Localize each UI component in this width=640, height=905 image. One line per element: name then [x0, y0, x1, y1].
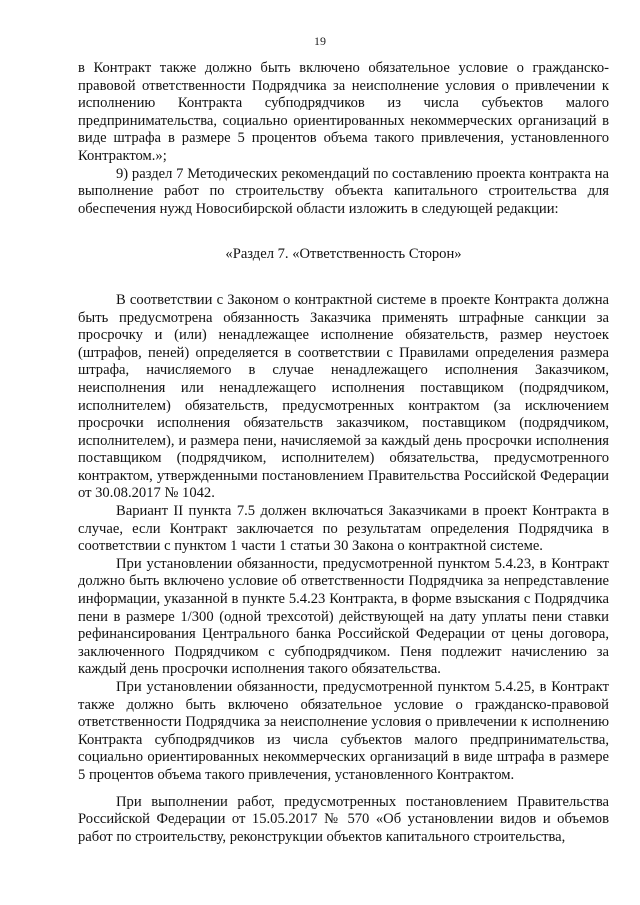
paragraph-contract-liability-continued: в Контракт также должно быть включено обязательное условие о гражданско-правовой ответственности Подрядчика за неисполнение условия о привлечении к исполнению Контракта субподрядчиков из числа субъектов малого предпринимательства, социально ориентированных некоммерческих организаций в виде штрафа в размере 5 процентов объема такого привлечения, установленного Контрактом.»; — [78, 60, 609, 164]
paragraph-clause-5-4-25: При установлении обязанности, предусмотренной пунктом 5.4.25, в Контракт также должно быть включено обязательное условие о гражданско-правовой ответственности Подрядчика за неисполнение условия о привлечении к исполнению Контракта субподрядчиков из числа субъектов малого предпринимательства, социально ориентированных некоммерческих организаций в виде штрафа в размере 5 процентов объема такого привлечения, установленного Контрактом. — [78, 679, 609, 783]
paragraph-penalty-obligation: В соответствии с Законом о контрактной системе в проекте Контракта должна быть предусмотрена обязанность Заказчика применять штрафные санкции за просрочку и (или) ненадлежащее исполнение обязательств, размер неустоек (штрафов, пеней) определяется в соответствии с Правилами определения размера штрафа, начисляемого в случае ненадлежащего исполнения Заказчиком, неисполнения или ненадлежащего исполнения поставщиком (подрядчиком, исполнителем) обязательств, предусмотренных контрактом (за исключением просрочки исполнения обязательств заказчиком, поставщиком (подрядчиком, исполнителем), и размера пени, начисляемой за каждый день просрочки исполнения поставщиком (подрядчиком, исполнителем) обязательства, предусмотренного контрактом, утвержденными постановлением Правительства Российской Федерации от 30.08.2017 № 1042. — [78, 291, 609, 502]
paragraph-resolution-570: При выполнении работ, предусмотренных постановлением Правительства Российской Федерации от 15.05.2017 № 570 «Об установлении видов и объемов работ по строительству, реконструкции объектов капитального строительства, — [78, 793, 609, 845]
paragraph-section-7-amendment: 9) раздел 7 Методических рекомендаций по составлению проекта контракта на выполнение работ по строительству объекта капитального строительства для обеспечения нужд Новосибирской области изложить в следующей редакции: — [78, 165, 609, 217]
paragraph-clause-5-4-23: При установлении обязанности, предусмотренной пунктом 5.4.23, в Контракт должно быть включено условие об ответственности Подрядчика за непредставление информации, указанной в пункте 5.4.23 Контракта, в форме взыскания с Подрядчика пени в размере 1/300 (одной трехсотой) действующей на дату уплаты пени ставки рефинансирования Центрального банка Российской Федерации от цены договора, заключенного Подрядчиком с субподрядчиком. Пеня подлежит начислению за каждый день просрочки исполнения такого обязательства. — [78, 555, 609, 678]
page-number: 19 — [314, 34, 326, 48]
paragraph-variant-ii: Вариант II пункта 7.5 должен включаться Заказчиками в проект Контракта в случае, если Контракт заключается по результатам определения Подрядчика в соответствии с пунктом 1 части 1 статьи 30 Закона о контрактной системе. — [78, 503, 609, 555]
section-heading: «Раздел 7. «Ответственность Сторон» — [225, 246, 462, 263]
document-body — [78, 60, 609, 846]
